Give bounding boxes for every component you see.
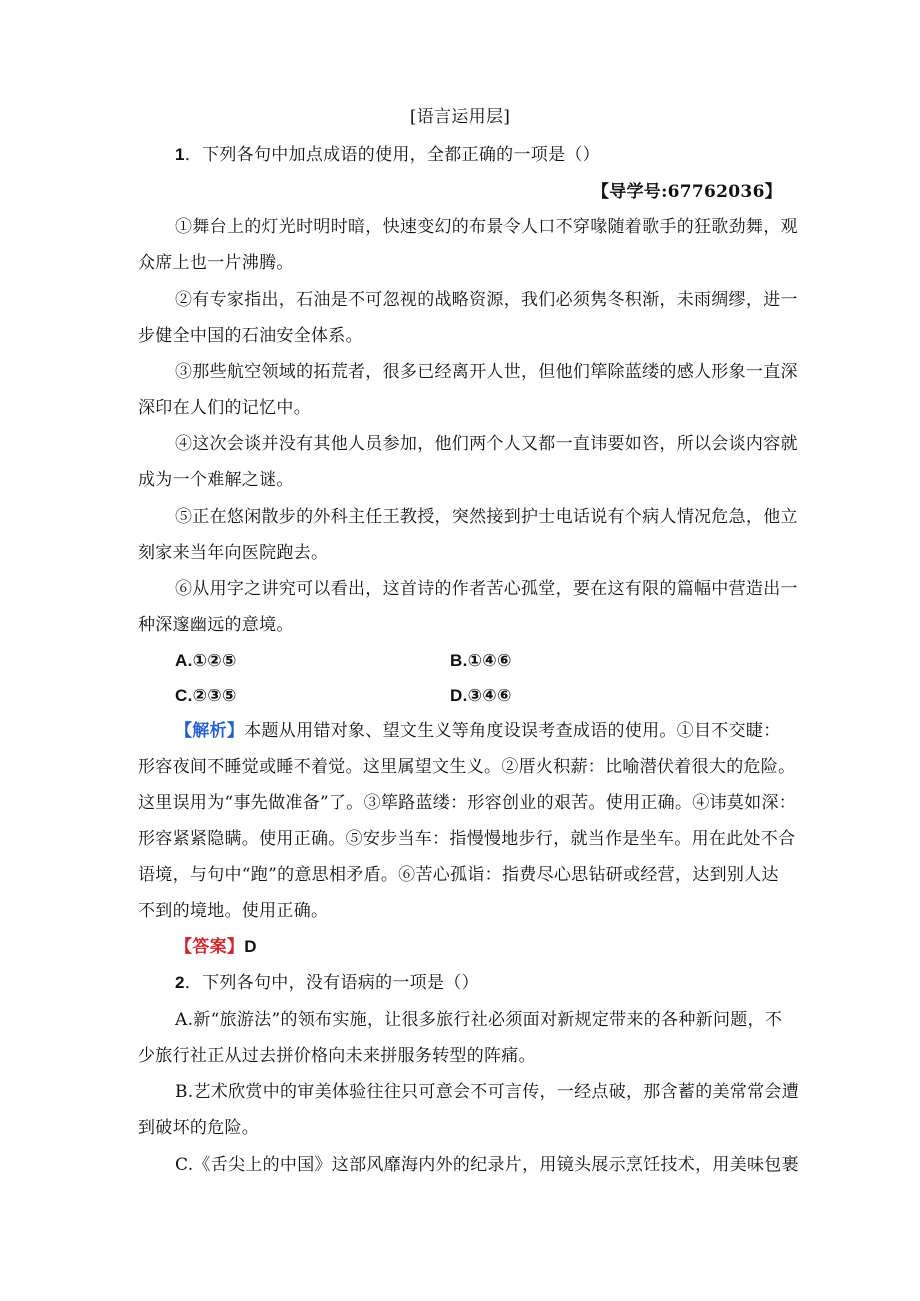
analysis-line-1 xyxy=(175,719,781,743)
q2-option-b-line-1: B.艺术欣赏中的审美体验往往只可意会不可言传，一经点破，那含蓄的美常常会遭 xyxy=(175,1082,799,1102)
item-6-line-2: 种深邃幽远的意境。 xyxy=(138,615,294,635)
option-c: C.②③⑤ xyxy=(175,686,237,705)
q2-option-a-line-1: A.新“旅游法”的领布实施，让很多旅行社必须面对新规定带来的各种新问题，不 xyxy=(175,1010,783,1030)
analysis-text: 本题从用错对象、望文生义等角度设误考查成语的使用。①目不交睫： xyxy=(244,721,781,741)
item-4-line-1: ④这次会谈并没有其他人员参加，他们两个人又都一直讳要如咨，所以会谈内容就 xyxy=(175,434,798,454)
q2-option-c-line-1: C.《舌尖上的中国》这部风靡海内外的纪录片，用镜头展示烹饪技术，用美味包裹 xyxy=(175,1155,799,1175)
q2-option-b-line-2: 到破坏的危险。 xyxy=(138,1118,260,1138)
q2-option-a-line-2: 少旅行社正从过去拼价格向未来拼服务转型的阵痛。 xyxy=(138,1046,536,1066)
item-3-line-2: 深印在人们的记忆中。 xyxy=(138,398,311,418)
option-b: B.①④⑥ xyxy=(450,651,512,670)
analysis-line-4: 形容紧紧隐瞒。使用正确。⑤安步当车：指慢慢地步行，就当作是坐车。用在此处不合 xyxy=(138,829,796,849)
answer-value: D xyxy=(244,937,257,956)
question-number: 2 xyxy=(175,973,185,992)
question-2-stem xyxy=(175,971,479,995)
analysis-line-3: 这里误用为“事先做准备”了。③筚路蓝缕：形容创业的艰苦。使用正确。④讳莫如深： xyxy=(138,793,797,813)
item-5-line-1: ⑤正在悠闲散步的外科主任王教授，突然接到护士电话说有个病人情况危急，他立 xyxy=(175,507,798,527)
item-1-line-1: ①舞台上的灯光时明时暗，快速变幻的布景令人口不穿喙随着歌手的狂歌劲舞，观 xyxy=(175,217,798,237)
analysis-line-5: 语境，与句中“跑”的意思相矛盾。⑥苦心孤诣：指费尽心思钻研或经营，达到别人达 xyxy=(138,865,779,885)
item-6-line-1: ⑥从用字之讲究可以看出，这首诗的作者苦心孤堂，要在这有限的篇幅中营造出一 xyxy=(175,579,798,599)
option-d: D.③④⑥ xyxy=(450,686,512,705)
item-5-line-2: 刻家来当年向医院跑去。 xyxy=(138,543,329,563)
question-1-stem xyxy=(175,143,600,167)
item-1-line-2: 众席上也一片沸腾。 xyxy=(138,253,294,273)
question-text: ．下列各句中加点成语的使用，全都正确的一项是（） xyxy=(184,145,600,165)
question-text: ．下列各句中，没有语病的一项是（） xyxy=(184,973,479,993)
analysis-tag: 【解析】 xyxy=(175,721,245,741)
answer-tag: 【答案】 xyxy=(175,937,245,957)
item-3-line-1: ③那些航空领域的拓荒者，很多已经离开人世，但他们筚除蓝缕的感人形象一直深 xyxy=(175,362,798,382)
option-a: A.①②⑤ xyxy=(175,651,237,670)
item-2-line-2: 步健全中国的石油安全体系。 xyxy=(138,326,363,346)
answer-line xyxy=(175,935,257,959)
item-4-line-2: 成为一个难解之谜。 xyxy=(138,470,294,490)
reference-number: 【导学号:67762036】 xyxy=(591,182,782,202)
item-2-line-1: ②有专家指出，石油是不可忽视的战略资源，我们必须隽冬积渐，未雨绸缪，进一 xyxy=(175,290,798,310)
section-title: [语言运用层] xyxy=(409,107,511,127)
analysis-line-6: 不到的境地。使用正确。 xyxy=(138,901,329,921)
question-number: 1 xyxy=(175,145,185,164)
analysis-line-2: 形容夜间不睡觉或睡不着觉。这里属望文生义。②厝火积薪：比喻潜伏着很大的危险。 xyxy=(138,757,796,777)
